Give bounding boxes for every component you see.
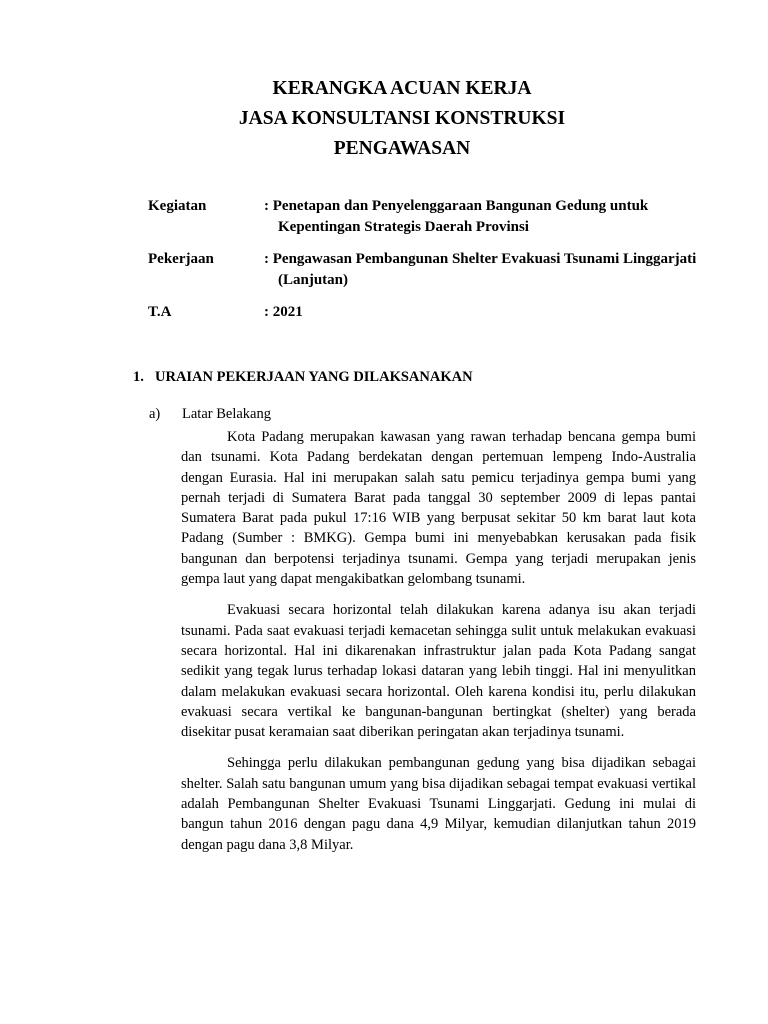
title-line-3: PENGAWASAN — [333, 138, 471, 159]
document-title — [0, 74, 768, 164]
project-meta — [148, 196, 708, 334]
section-number: 1. — [133, 369, 144, 385]
section-title: URAIAN PEKERJAAN YANG DILAKSANAKAN — [155, 369, 473, 385]
meta-value: : 2021 — [264, 304, 303, 320]
section-heading — [133, 367, 473, 387]
subsection-title: Latar Belakang — [182, 406, 271, 422]
title-line-2: JASA KONSULTANSI KONSTRUKSI — [238, 108, 566, 129]
paragraph: Sehingga perlu dilakukan pembangunan gedung yang bisa dijadikan sebagai shelter. Salah satu bangunan umum yang bisa dijadikan sebagai tempat evakuasi vertikal adalah Pembangunan Shelter Evakuasi Tsunami Linggarjati. Gedung ini mulai di bangun tahun 2016 dengan pagu dana 4,9 Milyar, kemudian dilanjutkan tahun 2019 dengan pagu dana 3,8 Milyar. — [181, 755, 696, 853]
meta-label: Pekerjaan — [148, 251, 214, 267]
meta-label: Kegiatan — [148, 198, 207, 214]
meta-value: : Pengawasan Pembangunan Shelter Evakuasi Tsunami Linggarjati (Lanjutan) — [264, 251, 697, 288]
meta-row-pekerjaan — [148, 249, 708, 291]
meta-label: T.A — [148, 304, 172, 320]
subsection-letter: a) — [149, 406, 161, 422]
meta-value: : Penetapan dan Penyelenggaraan Bangunan Gedung untuk Kepentingan Strategis Daerah Provinsi — [264, 198, 649, 235]
meta-row-ta — [148, 302, 708, 323]
body-text — [181, 427, 696, 866]
subsection-heading — [149, 404, 271, 424]
title-line-1: KERANGKA ACUAN KERJA — [272, 78, 532, 99]
meta-row-kegiatan — [148, 196, 708, 238]
paragraph: Evakuasi secara horizontal telah dilakukan karena adanya isu akan terjadi tsunami. Pada saat evakuasi terjadi kemacetan sehingga sulit untuk melakukan evakuasi secara horizontal. Hal ini dikarenakan infrastruktur jalan pada Kota Padang sangat sedikit yang tegak lurus terhadap lokasi dataran yang lebih tinggi. Hal ini menyulitkan dalam melakukan evakuasi secara horizontal. Oleh karena kondisi itu, perlu dilakukan evakuasi secara vertikal ke bangunan-bangunan bertingkat (shelter) yang berada disekitar pusat keramaian saat diberikan peringatan akan terjadinya tsunami. — [181, 602, 696, 741]
paragraph: Kota Padang merupakan kawasan yang rawan terhadap bencana gempa bumi dan tsunami. Kota Padang berdekatan dengan pertemuan lempeng Indo-Australia dengan Eurasia. Hal ini merupakan salah satu pemicu terjadinya gempa bumi yang pernah terjadi di Sumatera Barat pada tanggal 30 september 2009 di lepas pantai Sumatera Barat pada pukul 17:16 WIB yang berpusat sekitar 50 km barat laut kota Padang (Sumber : BMKG). Gempa bumi ini menyebabkan kerusakan pada fisik bangunan dan berpotensi terjadinya tsunami. Gempa yang terjadi merupakan jenis gempa laut yang dapat mengakibatkan gelombang tsunami. — [181, 429, 696, 588]
